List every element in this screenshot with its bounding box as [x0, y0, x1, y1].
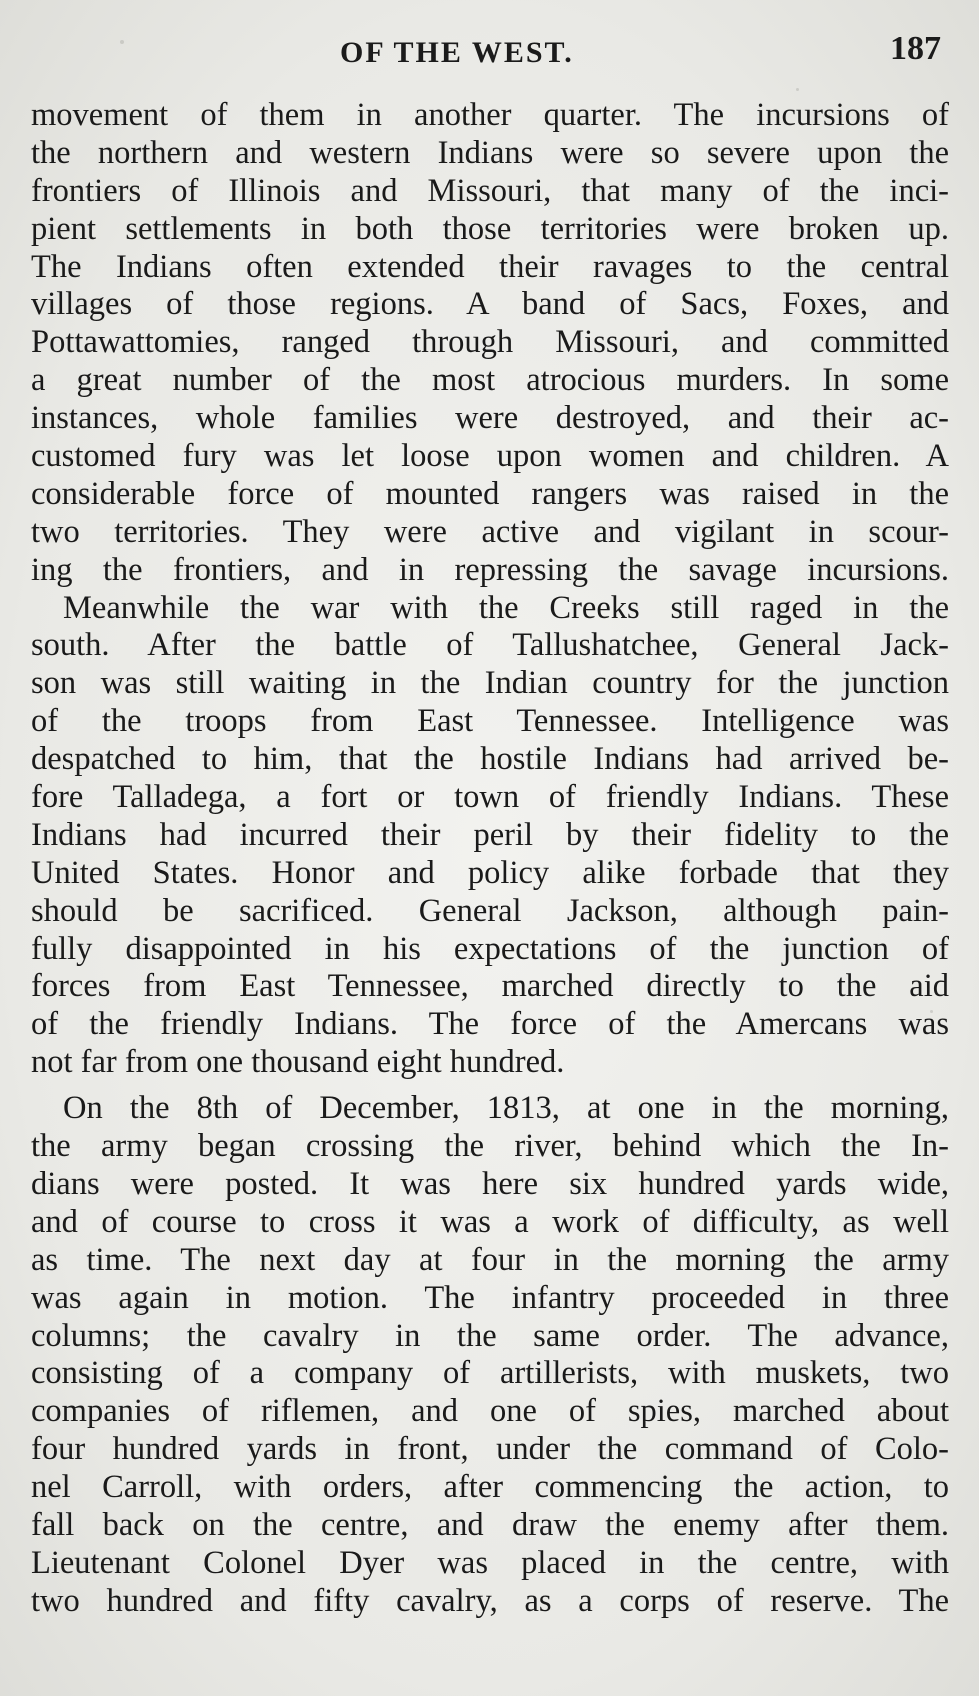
text-line: Lieutenant Colonel Dyer was placed in the centre, with — [31, 1544, 949, 1581]
text-line: the army began crossing the river, behind which the In- — [31, 1128, 949, 1165]
text-line: despatched to him, that the hostile Indians had arrived be- — [31, 741, 949, 778]
text-line: two territories. They were active and vigilant in scour- — [31, 513, 949, 550]
paragraph-1 — [31, 97, 949, 590]
text-line: instances, whole families were destroyed, and their ac- — [31, 400, 949, 437]
text-line: two hundred and fifty cavalry, as a corps of reserve. The — [31, 1582, 949, 1619]
paragraph-3 — [31, 1090, 949, 1620]
text-line: pient settlements in both those territories were broken up. — [31, 210, 949, 247]
text-line: villages of those regions. A band of Sacs, Foxes, and — [31, 286, 949, 323]
text-line: should be sacrificed. General Jackson, although pain- — [31, 892, 949, 929]
text-line: dians were posted. It was here six hundred yards wide, — [31, 1165, 949, 1202]
text-line: fall back on the centre, and draw the enemy after them. — [31, 1506, 949, 1543]
text-line: ing the frontiers, and in repressing the savage incursions. — [31, 551, 949, 588]
text-line: United States. Honor and policy alike forbade that they — [31, 854, 949, 891]
text-line: as time. The next day at four in the morning the army — [31, 1241, 949, 1278]
text-line: columns; the cavalry in the same order. The advance, — [31, 1317, 949, 1354]
text-line: companies of riflemen, and one of spies, marched about — [31, 1393, 949, 1430]
text-line: The Indians often extended their ravages to the central — [31, 248, 949, 285]
text-line: Meanwhile the war with the Creeks still raged in the — [63, 589, 949, 626]
text-line: considerable force of mounted rangers was raised in the — [31, 475, 949, 512]
text-line: customed fury was let loose upon women and children. A — [31, 438, 949, 475]
text-line: consisting of a company of artillerists, with muskets, two — [31, 1355, 949, 1392]
text-line: not far from one thousand eight hundred. — [31, 1044, 565, 1081]
text-line: son was still waiting in the Indian country for the junction — [31, 665, 949, 702]
text-line: fore Talladega, a fort or town of friendly Indians. These — [31, 779, 949, 816]
text-line: fully disappointed in his expectations of the junction of — [31, 930, 949, 967]
text-line: of the troops from East Tennessee. Intelligence was — [31, 703, 949, 740]
text-line: the northern and western Indians were so severe upon the — [31, 134, 949, 171]
running-title: OF THE WEST. — [340, 36, 574, 69]
text-line: frontiers of Illinois and Missouri, that many of the inci- — [31, 172, 949, 209]
text-line: nel Carroll, with orders, after commencing the action, to — [31, 1469, 949, 1506]
text-line: Indians had incurred their peril by their fidelity to the — [31, 816, 949, 853]
page-header — [0, 30, 979, 80]
text-line: four hundred yards in front, under the command of Colo- — [31, 1431, 949, 1468]
text-line: forces from East Tennessee, marched directly to the aid — [31, 968, 949, 1005]
text-line: movement of them in another quarter. The incursions of — [31, 97, 949, 133]
page-number: 187 — [890, 30, 941, 67]
text-line: Pottawattomies, ranged through Missouri, and committed — [31, 324, 949, 361]
text-line: and of course to cross it was a work of difficulty, as well — [31, 1203, 949, 1240]
text-line: was again in motion. The infantry proceeded in three — [31, 1279, 949, 1316]
text-line: of the friendly Indians. The force of the Amercans was — [31, 1006, 949, 1043]
text-line: a great number of the most atrocious murders. In some — [31, 362, 949, 399]
text-line: south. After the battle of Tallushatchee, General Jack- — [31, 627, 949, 664]
body-text — [31, 97, 949, 1621]
text-line: On the 8th of December, 1813, at one in the morning, — [63, 1090, 949, 1127]
paragraph-2 — [31, 590, 949, 1083]
